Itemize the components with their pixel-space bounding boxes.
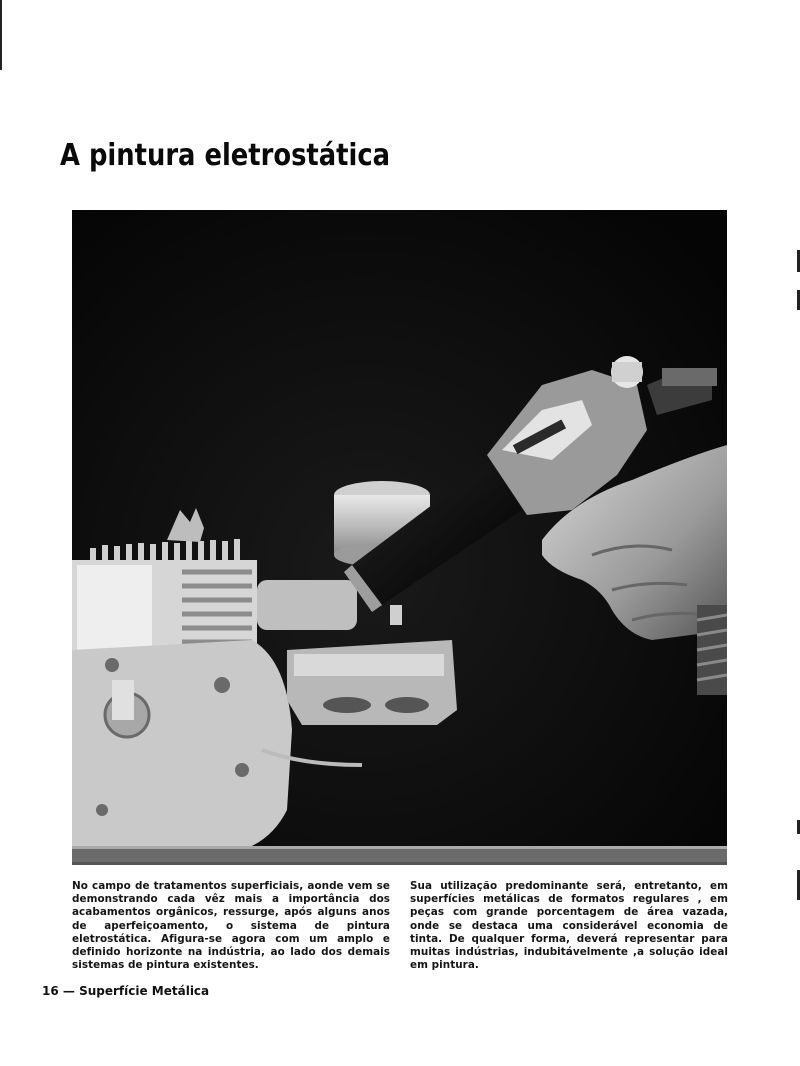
- article-title: A pintura eletrostática: [60, 138, 391, 174]
- electrostatic-spray-gun-photo: [72, 210, 727, 865]
- page-number: 16: [42, 984, 59, 998]
- publication-name: Superfície Metálica: [79, 984, 210, 998]
- page-edge-line: [0, 0, 2, 70]
- page-footer: [42, 984, 209, 998]
- article-body: [72, 880, 732, 980]
- paragraph-left: No campo de tratamentos superficiais, aonde vem se demonstrando cada vêz mais a importância dos acabamentos orgânicos, ressurge, após alguns anos de aperfeiçoamento, o sistema de pintura eletrostática. Afigura-se agora com um amplo e definido horizonte na indústria, ao lado dos demais sistemas de pintura existentes.: [72, 880, 390, 972]
- footer-separator: —: [62, 984, 75, 998]
- paragraph-right: Sua utilização predominante será, entretanto, em superfícies metálicas de formatos regulares , em peças com grande porcentagem de área vazada, onde se destaca uma considerável economia de tinta. De qualquer forma, deverá representar para muitas indústrias, indubitávelmente ,a solução ideal em pintura.: [410, 880, 728, 972]
